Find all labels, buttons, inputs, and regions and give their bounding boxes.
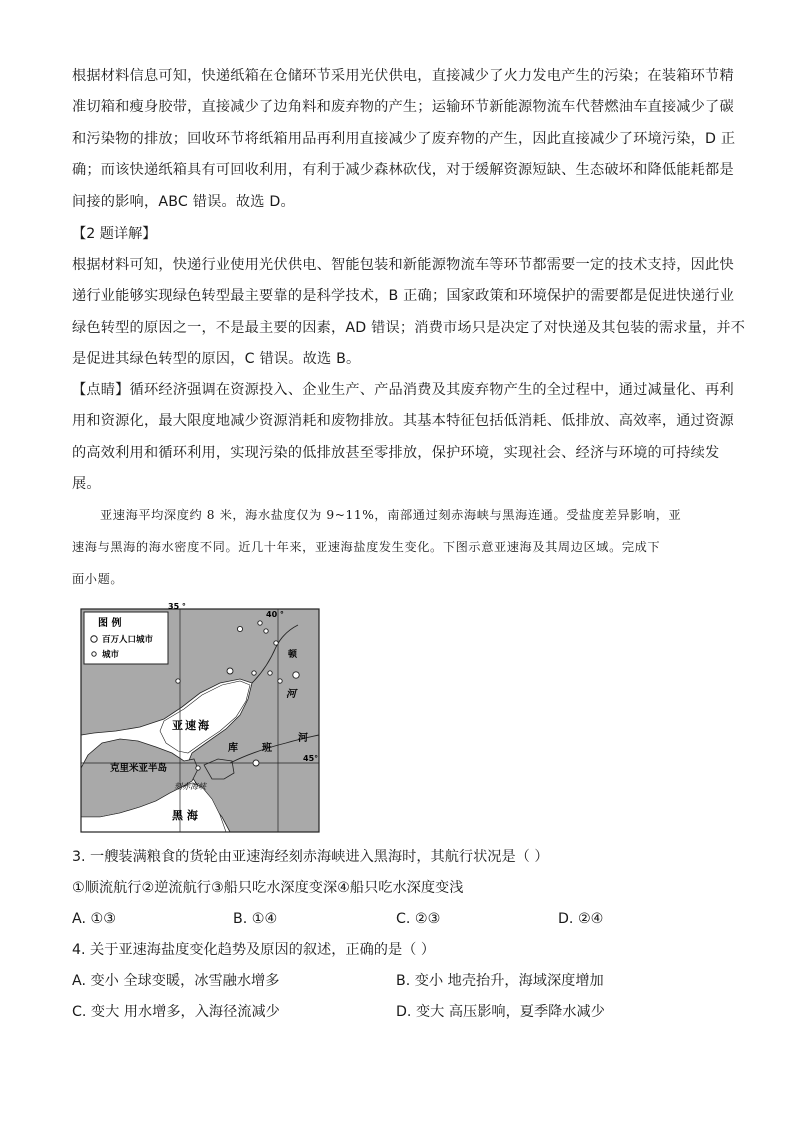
q3-option-b[interactable]: B. ①④: [233, 911, 278, 927]
text-line: 和污染物的排放；回收环节将纸箱用品再利用直接减少了废弃物的产生，因此直接减少了环境污染，D 正: [72, 130, 736, 147]
latitude-45-label: 45°: [303, 754, 319, 763]
text-line: 确；而该快递纸箱具有可回收利用，有利于减少森林砍伐，对于缓解资源短缺、生态破坏和降低能耗都是: [72, 162, 734, 179]
crimea-label: 克里米亚半岛: [110, 763, 168, 774]
text-line: 根据材料信息可知，快递纸箱在仓储环节采用光伏供电，直接减少了火力发电产生的污染；在装箱环节精: [72, 68, 734, 84]
city-marker: [264, 629, 268, 633]
q3-option-c[interactable]: C. ②③: [396, 911, 441, 927]
question-4-stem: 4. 关于亚速海盐度变化趋势及原因的叙述，正确的是（ ）: [72, 942, 436, 958]
q4-option-d[interactable]: D. 变大 高压影响，夏季降水减少: [396, 1004, 605, 1020]
city-marker: [293, 672, 299, 678]
city-marker: [196, 766, 200, 770]
longitude-35-label: 35 °: [168, 603, 186, 611]
kerch-strait-label: 刻赤海峡: [174, 782, 206, 791]
text-line: 间接的影响，ABC 错误。故选 D。: [72, 193, 295, 210]
kuban-label-1: 库: [228, 743, 238, 754]
legend-item-million-city: 百万人口城市: [102, 635, 154, 645]
analysis-q2: [72, 250, 746, 376]
city-symbol: [92, 652, 96, 656]
legend-title: 图 例: [98, 618, 122, 629]
text-line: 是促进其绿色转型的原因，C 错误。故选 B。: [72, 351, 361, 368]
text-line: 准切箱和瘦身胶带，直接减少了边角料和废弃物的产生；运输环节新能源物流车代替燃油车直接减少了碳: [72, 99, 734, 116]
city-marker: [227, 668, 233, 674]
river-label-1: 河: [286, 689, 296, 700]
q4-option-a[interactable]: A. 变小 全球变暖，冰雪融水增多: [72, 973, 280, 989]
longitude-40-label: 40 °: [266, 610, 284, 619]
text-line: 递行业能够实现绿色转型最主要靠的是科学技术，B 正确；国家政策和环境保护的需要都是促进快递行业: [72, 288, 735, 305]
city-marker: [253, 760, 259, 766]
question-3-statements: ①顺流航行②逆流航行③船只吃水深度变深④船只吃水深度变浅: [72, 880, 464, 896]
text-line: 的高效利用和循环利用，实现污染的低排放甚至零排放，保护环境，实现社会、经济与环境的可持续发: [72, 444, 720, 461]
text-line: 用和资源化，最大限度地减少资源消耗和废物排放。其基本特征包括低消耗、低排放、高效率，通过资源: [72, 413, 734, 430]
q4-option-b[interactable]: B. 变小 地壳抬升，海域深度增加: [396, 973, 604, 989]
city-marker: [237, 626, 242, 631]
text-line: 速海与黑海的海水密度不同。近几十年来，亚速海盐度发生变化。下图示意亚速海及其周边区域。完成下: [72, 540, 661, 554]
azov-sea-map: [80, 603, 320, 834]
q4-option-c[interactable]: C. 变大 用水增多，入海径流减少: [72, 1004, 280, 1020]
comment-paragraph: [72, 375, 734, 501]
city-marker: [258, 621, 262, 625]
text-line: 展。: [72, 476, 101, 493]
city-marker: [252, 671, 256, 675]
legend-item-city: 城市: [102, 650, 120, 660]
question-3-stem: 3. 一艘装满粮食的货轮由亚速海经刻赤海峡进入黑海时，其航行状况是（ ）: [72, 849, 549, 865]
black-sea-label: 黑 海: [172, 809, 198, 822]
text-line: 面小题。: [72, 572, 124, 586]
don-label: 顿: [288, 650, 298, 660]
text-line: 【点睛】循环经济强调在资源投入、企业生产、产品消费及其废弃物产生的全过程中，通过减量化、再利: [72, 382, 734, 398]
city-marker: [274, 641, 278, 645]
material-intro: [72, 499, 720, 595]
city-marker: [278, 679, 282, 683]
q2-heading: 【2 题详解】: [72, 226, 157, 242]
text-line: 根据材料可知，快递行业使用光伏供电、智能包装和新能源物流车等环节都需要一定的技术支持，因此快: [72, 257, 734, 273]
million-city-symbol: [91, 636, 97, 642]
azov-sea-label: 亚速海: [172, 719, 211, 732]
analysis-q1: [72, 61, 736, 218]
text-line: 绿色转型的原因之一，不是最主要的因素，AD 错误；消费市场只是决定了对快递及其包装的需求量，并不: [72, 319, 746, 336]
kuban-label-2: 班: [262, 743, 272, 754]
city-marker: [268, 671, 272, 675]
q3-option-d[interactable]: D. ②④: [558, 911, 604, 927]
city-marker: [176, 679, 180, 683]
river-label-2: 河: [298, 733, 308, 744]
text-line: 亚速海平均深度约 8 米，海水盐度仅为 9~11%，南部通过刻赤海峡与黑海连通。受盐度差异影响，亚: [100, 508, 682, 522]
q3-option-a[interactable]: A. ①③: [72, 911, 116, 927]
